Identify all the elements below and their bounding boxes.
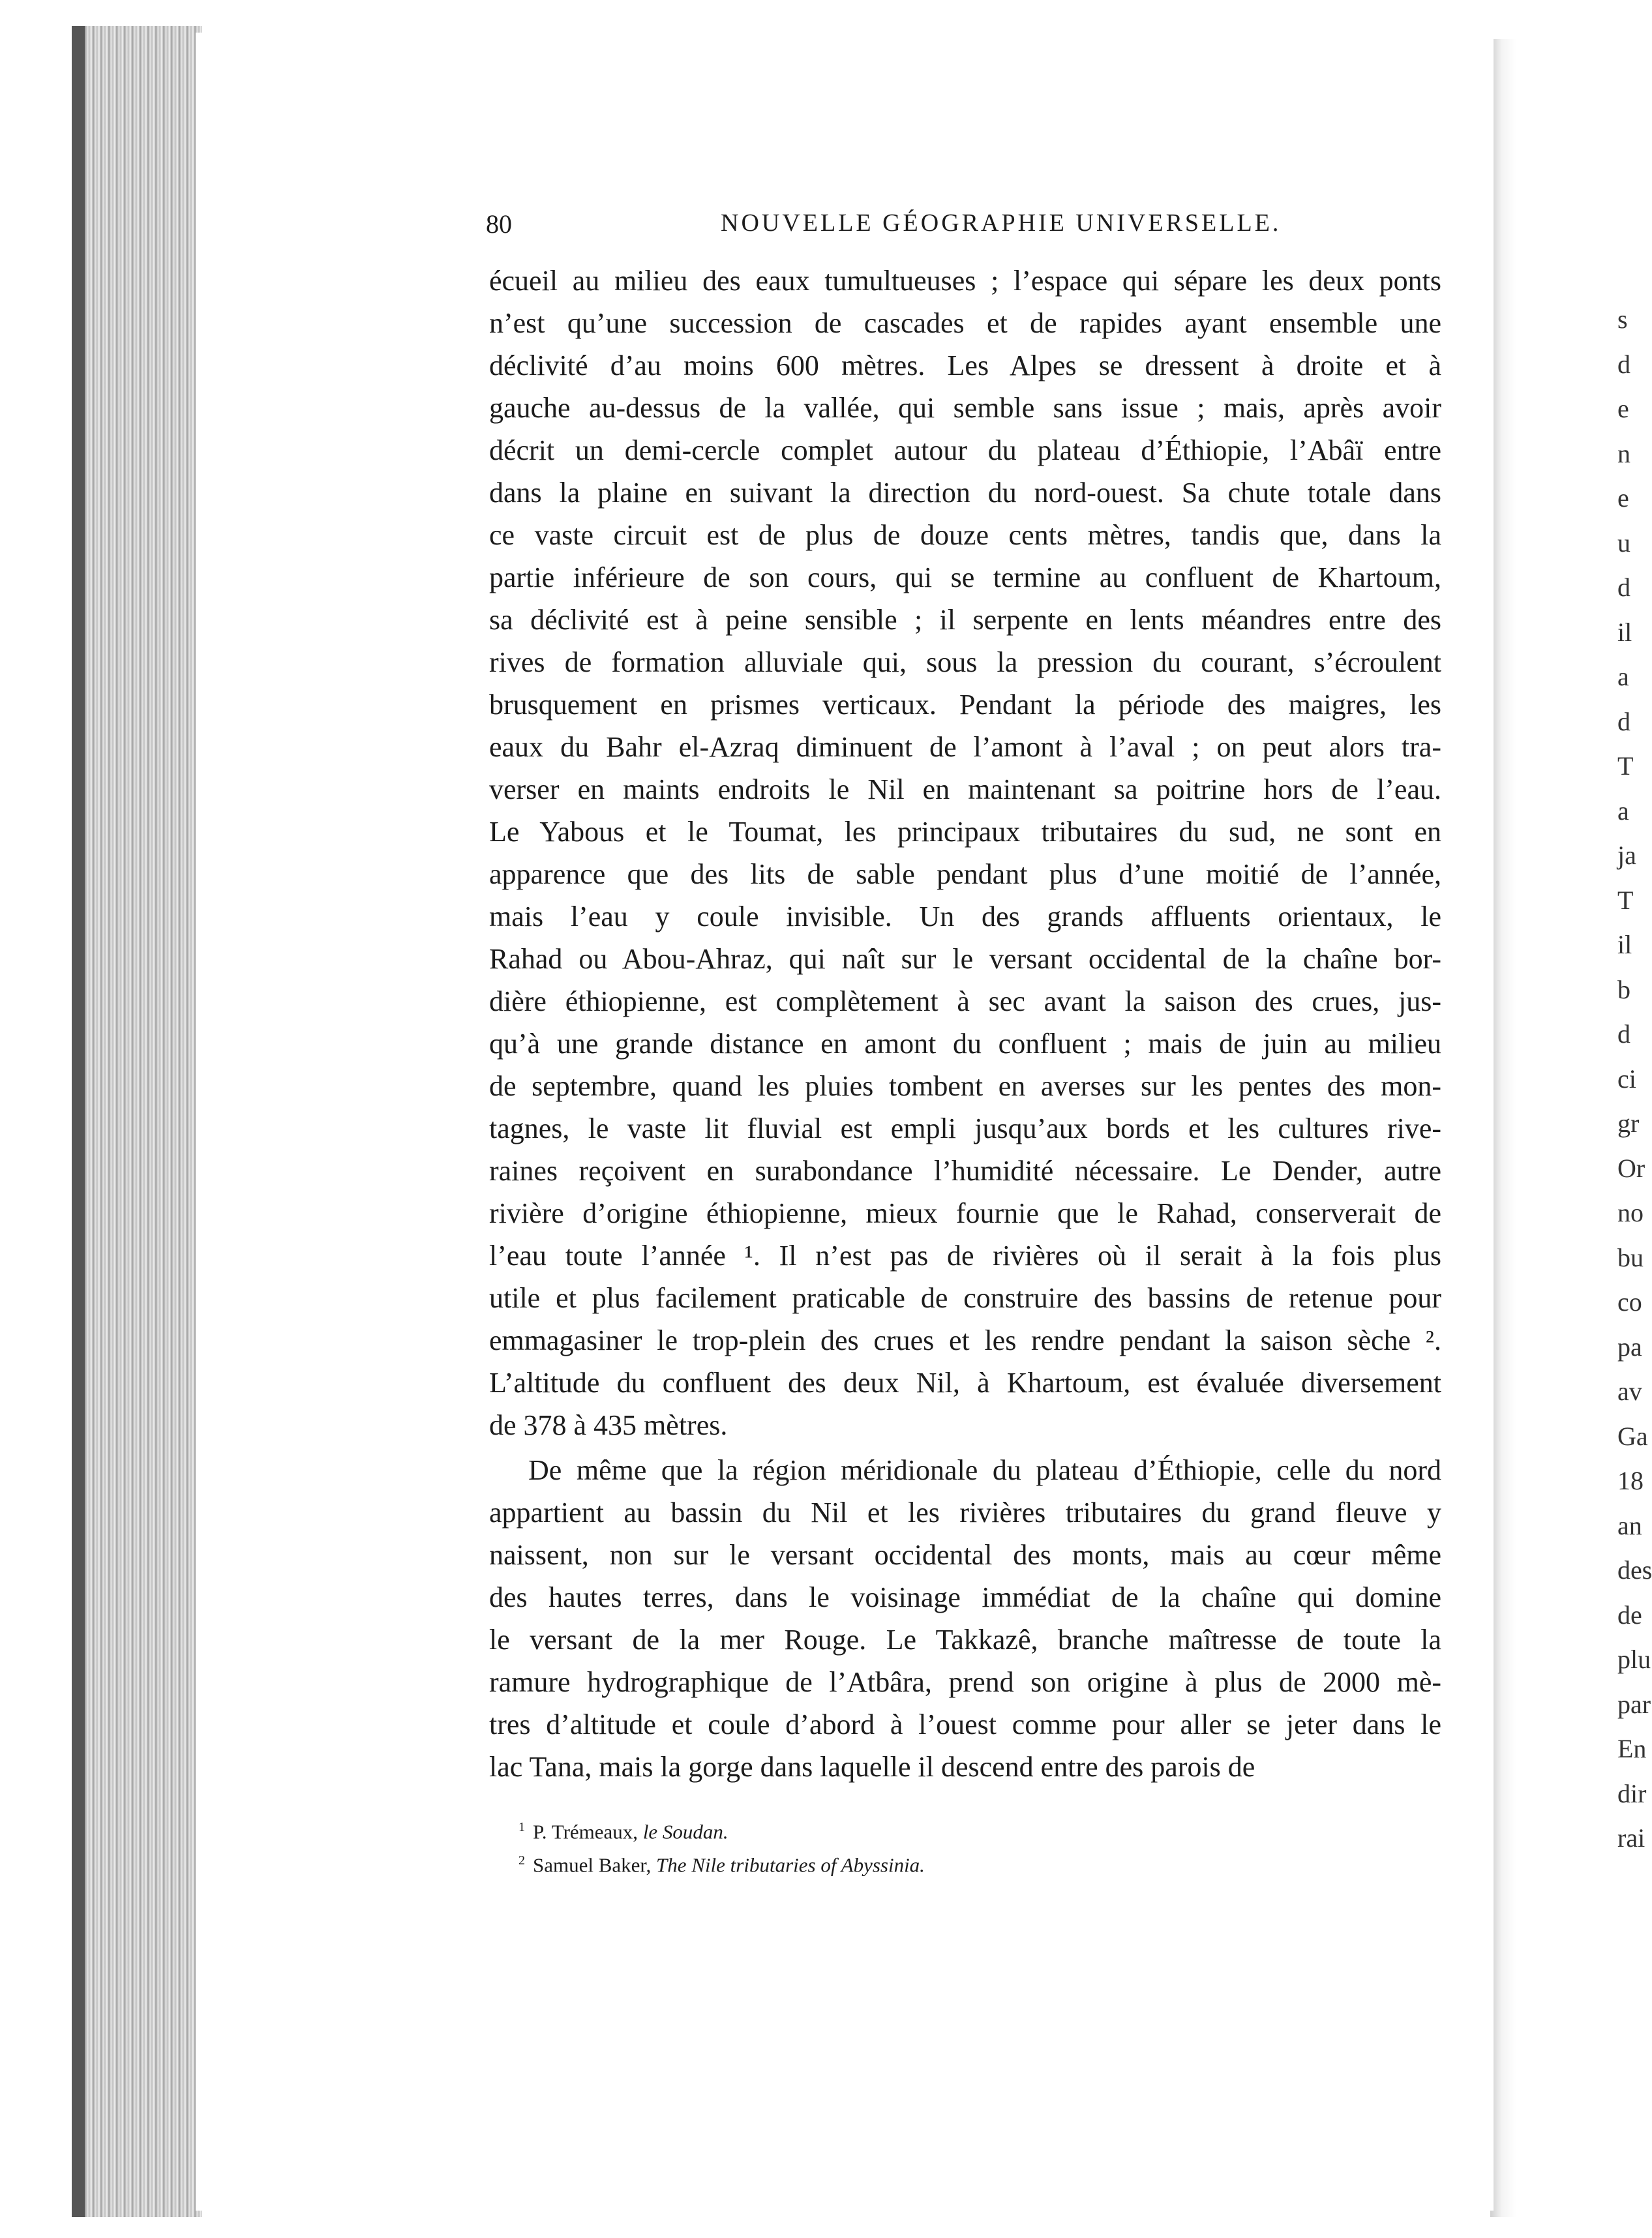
paragraph [489,260,1441,1446]
body-text [489,260,1441,1788]
text-line: sa déclivité est à peine sensible ; il serpente en lents méandres entre des [489,604,1441,636]
text-line: le versant de la mer Rouge. Le Takkazê, branche maîtresse de toute la [489,1624,1441,1656]
facing-page-fragment: En [1617,1734,1647,1763]
facing-page-fragment: no [1617,1198,1644,1227]
text-line: tagnes, le vaste lit fluvial est empli jusqu’aux bords et les cultures rive- [489,1112,1441,1144]
text-line: dans la plaine en suivant la direction du nord-ouest. Sa chute totale dans [489,477,1441,509]
footnote-title: The Nile tributaries of Abyssinia. [656,1853,925,1877]
running-head [486,209,1445,248]
facing-page-fragment: il [1617,930,1632,959]
facing-page-fragment: a [1617,662,1629,691]
facing-page-fragment: e [1617,483,1629,513]
facing-page-fragment: ja [1617,841,1636,870]
facing-page-fragment: b [1617,975,1630,1004]
text-line: partie inférieure de son cours, qui se termine au confluent de Khartoum, [489,561,1441,593]
facing-page-fragment: d [1617,707,1630,736]
text-line: tres d’altitude et coule d’abord à l’ouest comme pour aller se jeter dans le [489,1708,1441,1740]
text-line: emmagasiner le trop-plein des crues et les rendre pendant la saison sèche ². [489,1324,1441,1356]
text-line: décrit un demi-cercle complet autour du plateau d’Éthiopie, l’Abâï entre [489,434,1441,466]
facing-page-fragment: pa [1617,1332,1642,1362]
text-line: Rahad ou Abou-Ahraz, qui naît sur le versant occidental de la chaîne bor- [489,943,1441,975]
text-line: déclivité d’au moins 600 mètres. Les Alpes se dressent à droite et à [489,350,1441,381]
text-line: mais l’eau y coule invisible. Un des grands affluents orientaux, le [489,901,1441,932]
facing-page-fragment: d [1617,573,1630,602]
text-line: eaux du Bahr el-Azraq diminuent de l’amont à l’aval ; on peut alors tra- [489,731,1441,763]
text-line: gauche au-dessus de la vallée, qui semble sans issue ; mais, après avoir [489,392,1441,424]
facing-page-fragment: a [1617,796,1629,826]
facing-page-fragment: n [1617,439,1630,468]
text-line: brusquement en prismes verticaux. Pendant la période des maigres, les [489,689,1441,721]
text-line: apparence que des lits de sable pendant plus d’une moitié de l’année, [489,858,1441,890]
facing-page-fragment: s [1617,305,1628,334]
paragraph [489,1449,1441,1788]
text-line: rivière d’origine éthiopienne, mieux fournie que le Rahad, conserverait de [489,1197,1441,1229]
footnote [518,1846,1419,1879]
footnote-mark: 2 [518,1853,525,1868]
text-line: rives de formation alluviale qui, sous la pression du courant, s’écroulent [489,646,1441,678]
facing-page-fragment: dir [1617,1779,1647,1808]
page-number: 80 [486,209,512,239]
facing-page-fragment: 18 [1617,1466,1644,1495]
text-line: naissent, non sur le versant occidental des monts, mais au cœur même [489,1539,1441,1571]
footnote [518,1813,1419,1846]
facing-page-fragment: gr [1617,1109,1640,1138]
facing-page-fragment: plu [1617,1645,1651,1674]
facing-page-fragment: rai [1617,1823,1645,1853]
text-line: L’altitude du confluent des deux Nil, à Khartoum, est évaluée diversement [489,1367,1441,1399]
text-line: n’est qu’une succession de cascades et de rapides ayant ensemble une [489,307,1441,339]
text-line: ce vaste circuit est de plus de douze cents mètres, tandis que, dans la [489,519,1441,551]
binding-shadow [72,26,85,2217]
text-line: des hautes terres, dans le voisinage immédiat de la chaîne qui domine [489,1581,1441,1613]
facing-page-fragment: Or [1617,1154,1645,1183]
text-line: ramure hydrographique de l’Atbâra, prend son origine à plus de 2000 mè- [489,1666,1441,1698]
book-page-edges [72,26,202,2217]
facing-page-fragment: bu [1617,1243,1644,1272]
facing-page-fragment: T [1617,886,1634,915]
facing-page-fragment: de [1617,1600,1642,1630]
footnote-author: Samuel Baker, [533,1853,652,1877]
footnote-mark: 1 [518,1820,525,1834]
footnotes [518,1813,1419,1880]
facing-page-fragment: co [1617,1287,1642,1317]
footnote-author: P. Trémeaux, [533,1820,638,1843]
text-line: appartient au bassin du Nil et les rivières tributaires du grand fleuve y [489,1497,1441,1529]
text-line: l’eau toute l’année ¹. Il n’est pas de rivières où il serait à la fois plus [489,1240,1441,1272]
facing-page-fragment: d [1617,1019,1630,1049]
text-line: écueil au milieu des eaux tumultueuses ; l’espace qui sépare les deux ponts [489,265,1441,297]
text-line: De même que la région méridionale du plateau d’Éthiopie, celle du nord [528,1454,1441,1486]
facing-page-fragment: an [1617,1511,1642,1540]
text-line: verser en maints endroits le Nil en maintenant sa poitrine hors de l’eau. [489,773,1441,805]
running-title: NOUVELLE GÉOGRAPHIE UNIVERSELLE. [721,209,1282,237]
facing-page-fragment: T [1617,751,1634,781]
facing-page-fragment: ci [1617,1064,1636,1094]
facing-page-fragment: u [1617,528,1630,558]
facing-page-fragment: e [1617,394,1629,423]
facing-page-fragment: av [1617,1377,1642,1406]
facing-page-fragment: des [1617,1555,1652,1585]
text-line: de septembre, quand les pluies tombent en averses sur les pentes des mon- [489,1070,1441,1102]
facing-page-fragment: d [1617,350,1630,379]
text-line: utile et plus facilement praticable de construire des bassins de retenue pour [489,1282,1441,1314]
text-line: de 378 à 435 mètres. [489,1409,728,1441]
facing-page-fragment: Ga [1617,1422,1648,1451]
text-line: raines reçoivent en surabondance l’humidité nécessaire. Le Dender, autre [489,1155,1441,1187]
text-line: dière éthiopienne, est complètement à sec avant la saison des crues, jus- [489,985,1441,1017]
text-line: lac Tana, mais la gorge dans laquelle il descend entre des parois de [489,1751,1255,1783]
facing-page-fragment: il [1617,618,1632,647]
text-line: qu’à une grande distance en amont du confluent ; mais de juin au milieu [489,1028,1441,1060]
text-line: Le Yabous et le Toumat, les principaux tributaires du sud, ne sont en [489,816,1441,848]
facing-page-fragment: par [1617,1690,1651,1719]
footnote-title: le Soudan. [642,1820,728,1843]
